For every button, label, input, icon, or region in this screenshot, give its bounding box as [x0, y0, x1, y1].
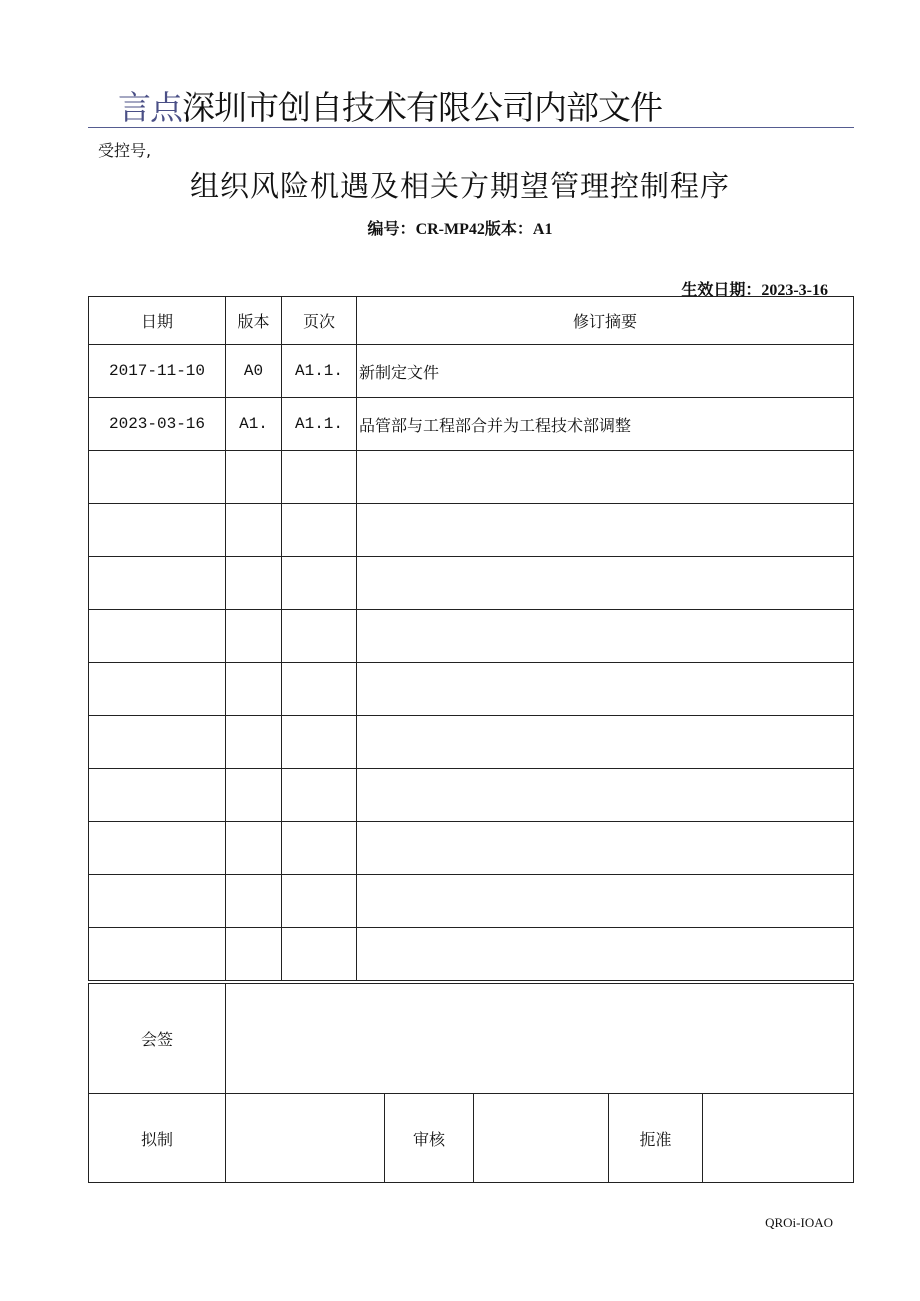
cell-summary	[357, 504, 854, 557]
cell-page	[282, 504, 357, 557]
cell-summary	[357, 451, 854, 504]
countersign-row	[89, 984, 854, 1094]
cell-version: A1.	[226, 398, 282, 451]
cell-date	[89, 663, 226, 716]
document-code-line	[0, 216, 920, 239]
cell-version	[226, 557, 282, 610]
version-label: 版本：	[484, 219, 533, 238]
effective-date-value: 2023-3-16	[761, 282, 828, 299]
cell-summary: 新制定文件	[357, 345, 854, 398]
cell-page: A1.1.	[282, 398, 357, 451]
header-page: 页次	[282, 297, 357, 345]
cell-page	[282, 928, 357, 981]
cell-version	[226, 610, 282, 663]
company-header	[118, 82, 662, 129]
cell-summary	[357, 769, 854, 822]
cell-summary	[357, 663, 854, 716]
cell-version	[226, 716, 282, 769]
cell-date	[89, 610, 226, 663]
cell-summary	[357, 822, 854, 875]
cell-date	[89, 928, 226, 981]
table-row	[89, 875, 854, 928]
table-row	[89, 345, 854, 398]
company-logo-text: 言点	[118, 88, 182, 127]
cell-summary	[357, 716, 854, 769]
approval-row	[89, 1094, 854, 1183]
header-version: 版本	[226, 297, 282, 345]
cell-page	[282, 451, 357, 504]
company-name: 深圳市创自技术有限公司内部文件	[182, 88, 662, 127]
table-row	[89, 557, 854, 610]
header-date: 日期	[89, 297, 226, 345]
cell-page	[282, 610, 357, 663]
cell-summary	[357, 610, 854, 663]
table-row	[89, 928, 854, 981]
cell-date	[89, 504, 226, 557]
cell-date: 2017-11-10	[89, 345, 226, 398]
reviewed-label: 审核	[385, 1094, 474, 1183]
table-row	[89, 451, 854, 504]
cell-page	[282, 769, 357, 822]
revision-table	[88, 296, 854, 981]
countersign-label: 会签	[89, 984, 226, 1094]
cell-page	[282, 663, 357, 716]
cell-version	[226, 451, 282, 504]
cell-version	[226, 504, 282, 557]
cell-page	[282, 822, 357, 875]
cell-date	[89, 875, 226, 928]
table-row	[89, 663, 854, 716]
cell-summary	[357, 557, 854, 610]
table-row	[89, 769, 854, 822]
effective-date-label: 生效日期：	[681, 280, 762, 299]
cell-version	[226, 822, 282, 875]
cell-version	[226, 769, 282, 822]
cell-date	[89, 716, 226, 769]
countersign-field[interactable]	[226, 984, 854, 1094]
header-summary: 修订摘要	[357, 297, 854, 345]
table-row	[89, 822, 854, 875]
cell-version	[226, 928, 282, 981]
cell-version	[226, 875, 282, 928]
form-code: QROi-IOAO	[765, 1215, 833, 1230]
code-label: 编号：	[367, 219, 416, 238]
cell-page	[282, 557, 357, 610]
version-value: A1	[532, 221, 553, 238]
cell-page	[282, 875, 357, 928]
cell-version: A0	[226, 345, 282, 398]
cell-date: 2023-03-16	[89, 398, 226, 451]
cell-date	[89, 557, 226, 610]
table-row	[89, 610, 854, 663]
approved-field[interactable]	[703, 1094, 854, 1183]
cell-page	[282, 716, 357, 769]
cell-version	[226, 663, 282, 716]
cell-date	[89, 769, 226, 822]
control-number-label: 受控号,	[98, 141, 152, 160]
drafted-label: 拟制	[89, 1094, 226, 1183]
drafted-field[interactable]	[226, 1094, 385, 1183]
cell-page: A1.1.	[282, 345, 357, 398]
table-row	[89, 398, 854, 451]
revision-header-row	[89, 297, 854, 345]
cell-date	[89, 451, 226, 504]
signature-table	[88, 983, 854, 1183]
table-row	[89, 504, 854, 557]
reviewed-field[interactable]	[474, 1094, 609, 1183]
approved-label: 扼准	[609, 1094, 703, 1183]
cell-summary	[357, 875, 854, 928]
cell-date	[89, 822, 226, 875]
code-value: CR-MP42	[415, 221, 485, 238]
cell-summary	[357, 928, 854, 981]
header-divider	[88, 127, 854, 128]
document-title: 组织风险机遇及相关方期望管理控制程序	[189, 169, 730, 203]
cell-summary: 品管部与工程部合并为工程技术部调整	[357, 398, 854, 451]
table-row	[89, 716, 854, 769]
